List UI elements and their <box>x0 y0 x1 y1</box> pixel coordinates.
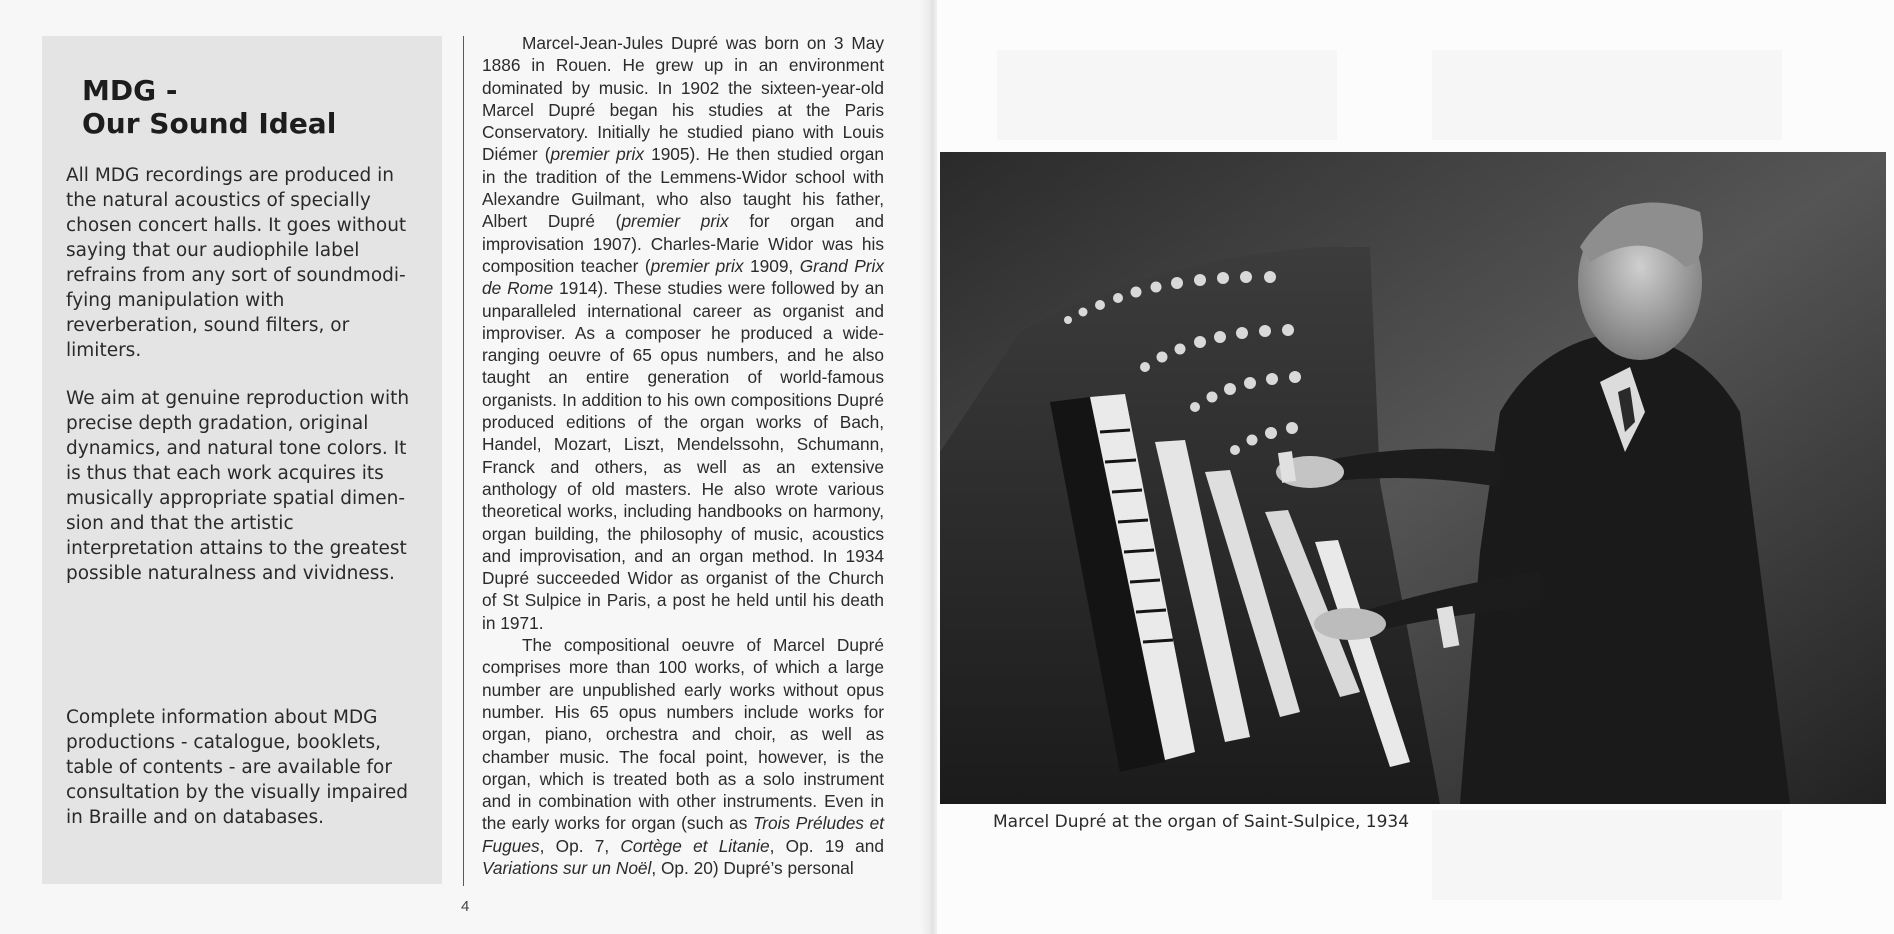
heading-line-1: MDG - <box>82 74 178 107</box>
photo-caption: Marcel Dupré at the organ of Saint-Sulpice, 1934 <box>993 812 1410 832</box>
biography-paragraph-2: The compositional oeuvre of Marcel Dupré comprises more than 100 works, of which a large number are unpublished early works without opus number. His 65 opus numbers include works for organ, piano, orchestra and choir, as well as chamber music. The focal point, however, is the organ, which is treated both as a solo instrument and in combination with other instruments. Even in the early works for organ (such as Trois Préludes et Fugues, Op. 7, Cortège et Litanie, Op. 19 and Variations sur un Noël, Op. 20) Dupré’s personal <box>482 635 885 878</box>
biography-column <box>482 32 884 879</box>
sound-ideal-paragraph-1: All MDG recordings are produced in the natural acoustics of specially chosen concert halls. It goes without saying that our audiophile label refrains from any sort of soundmodifying manipulation with reverberation, sound filters, or limiters. <box>66 165 407 361</box>
page-number: 4 <box>461 898 470 915</box>
organist-at-console-illustration <box>940 152 1886 804</box>
sound-ideal-heading <box>82 74 422 140</box>
bleed-through-shadow <box>1432 50 1782 140</box>
heading-line-2: Our Sound Ideal <box>82 107 337 140</box>
sound-ideal-paragraph-3: Complete information about MDG productions - catalogue, booklets, table of contents - are available for consultation by the visually impaired in Braille and on databases. <box>66 707 409 828</box>
sound-ideal-box <box>42 36 442 884</box>
sound-ideal-paragraph-2: We aim at genuine reproduction with precise depth gradation, original dynamics, and natural tone colors. It is thus that each work acquires its musically appropriate spatial dimension and that the artistic interpretation attains to the greatest possible naturalness and vividness. <box>66 388 410 584</box>
bleed-through-shadow <box>997 50 1337 140</box>
left-page <box>0 0 934 934</box>
organ-photograph <box>940 152 1886 804</box>
biography-paragraph-1: Marcel-Jean-Jules Dupré was born on 3 May 1886 in Rouen. He grew up in an environment dominated by music. In 1902 the sixteen-year-old Marcel Dupré began his studies at the Paris Conservatory. Initially he studied piano with Louis Diémer (premier prix 1905). He then studied organ in the tradition of the Lemmens-Widor school with Alexandre Guilmant, who also taught his father, Albert Dupré (premier prix for organ and improvisation 1907). Charles-Marie Widor was his composition teacher (premier prix 1909, Grand Prix de Rome 1914). These studies were followed by an unparalleled international career as organist and improviser. As a composer he produced a wide-ranging oeuvre of 65 opus numbers, and he also taught an entire generation of world-famous organists. In addition to his own compositions Dupré produced editions of the organ works of Bach, Handel, Mozart, Liszt, Mendelssohn, Schumann, Franck and others, as well as an extensive anthology of old masters. He also wrote various theoretical works, including handbooks on harmony, organ building, the philosophy of music, acoustics and improvisation, and an organ method. In 1934 Dupré succeeded Widor as organist of the Church of St Sulpice in Paris, a post he held until his death in 1971. <box>482 33 884 633</box>
bleed-through-shadow <box>1432 810 1782 900</box>
column-divider <box>463 36 464 886</box>
